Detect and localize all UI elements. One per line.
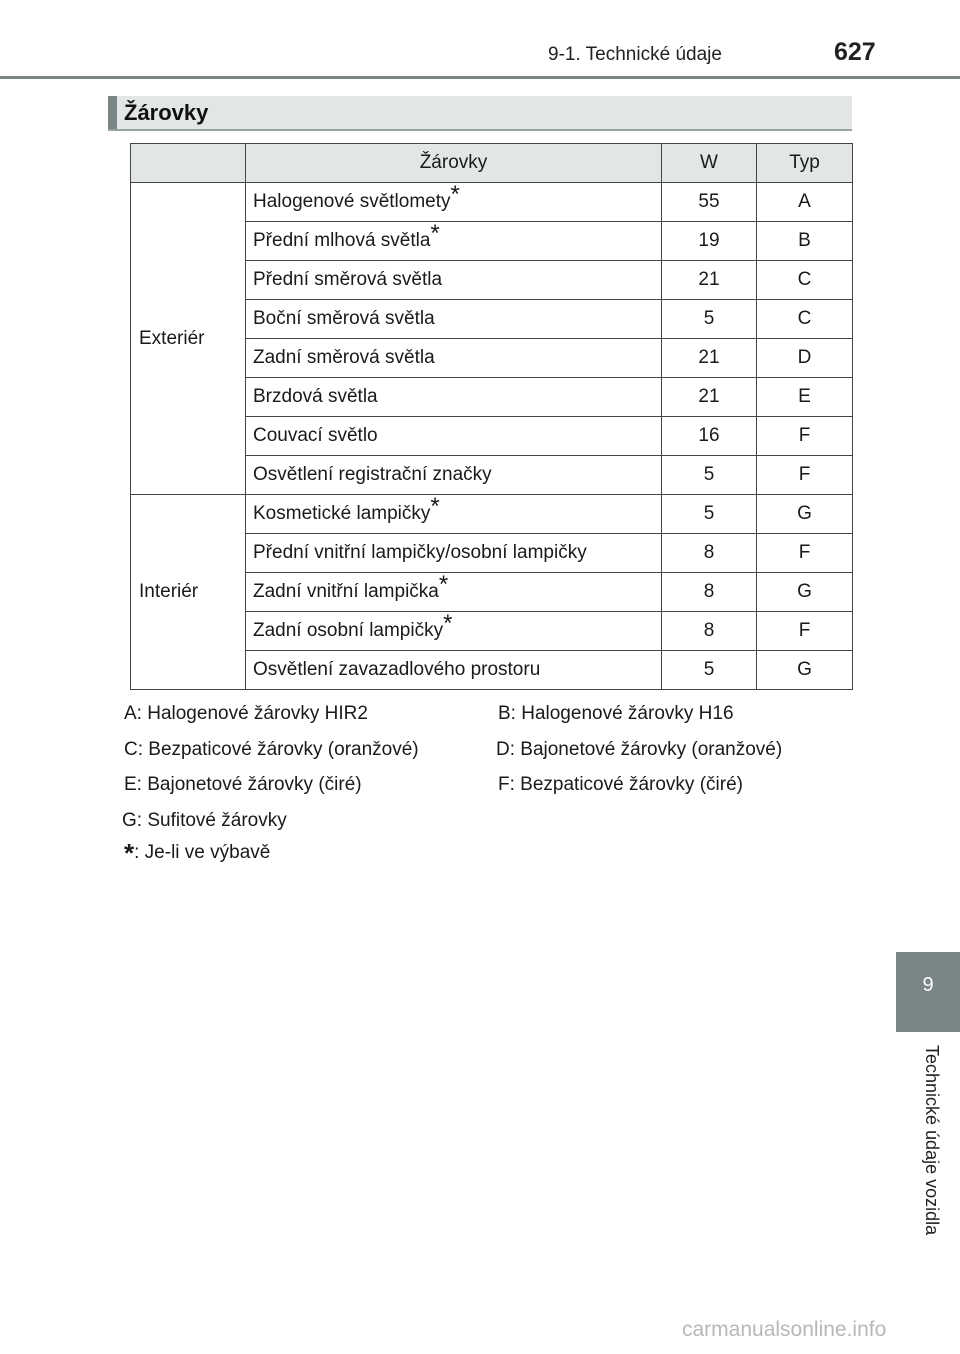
footnote [124,838,270,869]
bulb-name: Boční směrová světla [253,308,435,329]
header-bulbs: Žárovky [246,144,662,183]
legend-b: B: Halogenové žárovky H16 [498,703,734,724]
type-cell: C [757,300,853,339]
table-header-row [131,144,853,183]
wattage-cell: 5 [662,495,757,534]
bulb-name: Halogenové světlomety [253,191,451,212]
wattage-cell: 8 [662,534,757,573]
page-number: 627 [834,38,876,66]
bulb-name: Přední mlhová světla [253,230,431,251]
header-watt: W [662,144,757,183]
wattage-cell: 19 [662,222,757,261]
type-cell: G [757,651,853,690]
wattage-cell: 8 [662,573,757,612]
type-cell: F [757,612,853,651]
wattage-cell: 16 [662,417,757,456]
footnote-marker: * [124,838,135,868]
legend-d: D: Bajonetové žárovky (oranžové) [496,739,783,760]
bulb-name-cell [246,417,662,456]
wattage-cell: 21 [662,339,757,378]
bulb-name-cell [246,456,662,495]
watermark: carmanualsonline.info [682,1318,887,1341]
bulb-name: Couvací světlo [253,425,378,446]
section-title: Žárovky [124,100,209,125]
optional-marker: * [430,219,440,247]
category-cell: Exteriér [131,183,246,495]
type-cell: B [757,222,853,261]
header-type: Typ [757,144,853,183]
wattage-cell: 5 [662,456,757,495]
legend-a: A: Halogenové žárovky HIR2 [124,703,368,724]
bulb-name-cell [246,300,662,339]
category-cell: Interiér [131,495,246,690]
header-rule [0,76,960,79]
legend-c: C: Bezpaticové žárovky (oranžové) [124,739,419,760]
chapter-tab [896,952,960,1032]
type-cell: D [757,339,853,378]
bulb-name: Přední vnitřní lampičky/osobní lampičky [253,542,587,563]
bulb-name-cell [246,651,662,690]
wattage-cell: 55 [662,183,757,222]
type-cell: F [757,534,853,573]
bulb-table [130,143,853,690]
optional-marker: * [430,492,440,520]
bulb-name: Brzdová světla [253,386,378,407]
chapter-number: 9 [922,974,934,996]
header-section-title: 9-1. Technické údaje [548,44,722,65]
section-accent [108,96,117,129]
optional-marker: * [450,180,460,208]
legend-e: E: Bajonetové žárovky (čiré) [124,774,362,795]
wattage-cell: 21 [662,261,757,300]
bulb-name-cell [246,570,662,612]
type-cell: E [757,378,853,417]
bulb-name: Kosmetické lampičky [253,503,431,524]
bulb-name-cell [246,261,662,300]
bulb-name-cell [246,339,662,378]
type-cell: C [757,261,853,300]
header-empty [131,144,246,183]
chapter-label: Technické údaje vozidla [922,1045,942,1236]
legend-f: F: Bezpaticové žárovky (čiré) [498,774,743,795]
type-cell: F [757,417,853,456]
bulb-name-cell [246,219,662,261]
table-row [131,183,853,222]
wattage-cell: 8 [662,612,757,651]
bulb-name: Osvětlení zavazadlového prostoru [253,659,541,680]
bulb-name-cell [246,492,662,534]
section-header [108,96,852,131]
optional-marker: * [438,570,449,598]
wattage-cell: 5 [662,651,757,690]
legend-g: G: Sufitové žárovky [122,810,287,831]
bulb-name-cell [246,609,662,651]
bulb-name: Zadní osobní lampičky [253,620,444,641]
type-cell: G [757,573,853,612]
wattage-cell: 21 [662,378,757,417]
optional-marker: * [443,609,453,637]
bulb-name: Zadní vnitřní lampička [253,581,439,602]
type-cell: F [757,456,853,495]
bulb-name-cell [246,534,662,573]
type-cell: G [757,495,853,534]
type-cell: A [757,183,853,222]
table-row [131,495,853,534]
bulb-name: Osvětlení registrační značky [253,464,492,485]
bulb-name: Přední směrová světla [253,269,443,290]
bulb-name: Zadní směrová světla [253,347,435,368]
footnote-text: : Je-li ve výbavě [134,842,271,863]
bulb-name-cell [246,180,662,222]
wattage-cell: 5 [662,300,757,339]
bulb-name-cell [246,378,662,417]
table-body [131,180,853,690]
